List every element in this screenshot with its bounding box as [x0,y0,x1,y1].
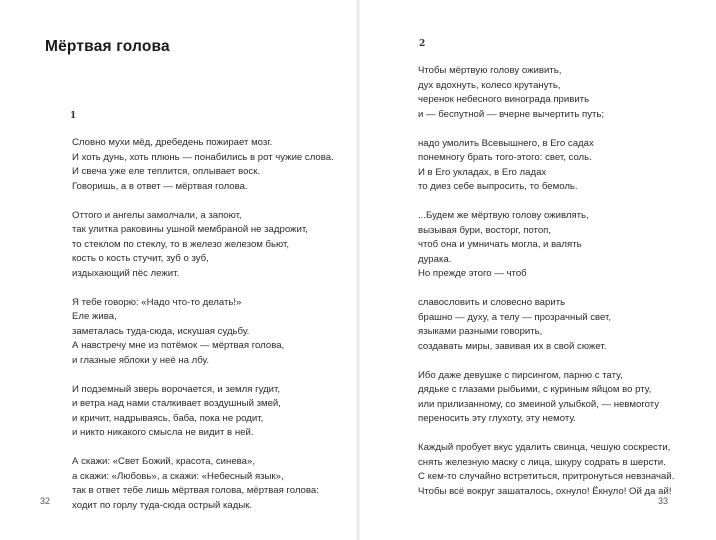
stanza [72,455,334,513]
section-number-1: 1 [70,111,77,121]
poem-line: а скажи: «Любовь», а скажи: «Небесный язык», [72,470,284,482]
poem-line: надо умолить Всевышнего, в Его садах [418,137,594,149]
poem-line: А навстречу мне из потёмок — мёртвая голова, [72,340,285,351]
poem-line: переносить эту глухоту, эту немоту. [418,413,576,424]
poem-line: ходит по горлу туда-сюда острый кадык. [72,499,253,511]
poem-line: Я тебе говорю: «Надо что-то делать!» [72,296,242,308]
poem-line: снять железную маску с лица, шкуру содрать в шерсти. [418,456,666,468]
poem-line: Каждый пробует вкус удалить свинца, чешую соскрести, [418,442,671,453]
poem-line: брашно — духу, а телу — прозрачный свет, [418,311,612,323]
poem-line: черенок небесного винограда привить [418,94,590,105]
stanza [72,209,334,282]
poem-line: чтоб она и умничать могла, и валять [418,239,582,250]
poem-line: Говоришь, а в ответ — мёртвая голова. [72,180,248,192]
poem-line: дядьке с глазами рыбьими, с куриным яйцом во рту, [418,384,652,395]
poem-line: Еле жива, [72,311,117,322]
poem-section-1 [72,136,334,528]
stanza [418,296,674,354]
stanza [72,296,334,369]
poem-line: так в ответ тебе лишь мёртвая голова, мёртвая голова: [72,485,319,496]
poem-line: то стеклом по стеклу, то в железо железом бьют, [72,238,290,250]
poem-line: и никто никакого смысла не видит в ней. [72,427,254,438]
poem-line: дух вдохнуть, колесо крутануть, [418,79,561,91]
poem-line: С кем-то случайно встретиться, притронуться невзначай. [418,471,675,482]
poem-line: И в Его укладах, в Его ладах [418,166,547,178]
poem-line: Чтобы мёртвую голову оживить, [418,65,562,76]
poem-line: издыхающий пёс лежит. [72,267,180,279]
poem-line: Ибо даже девушке с пирсингом, парню с тату, [418,369,623,381]
poem-line: И свеча уже еле теплится, оплывает воск. [72,166,261,177]
poem-line: то диез себе выпросить, то бемоль. [418,181,578,192]
poem-line: и — беспутной — вчерне вычертить путь; [418,108,605,120]
poem-line: понемногу брать того-этого: свет, соль. [418,152,592,163]
poem-line: так улитка раковины ушной мембраной не задрожит, [72,224,308,235]
poem-line: И подземный зверь ворочается, и земля гудит, [72,383,281,395]
poem-line: кость о кость стучит, зуб о зуб, [72,253,209,264]
page-number-right: 33 [658,496,669,506]
stanza [72,383,334,441]
poem-line: Чтобы всё вокруг зашаталось, охнуло! Ёкнуло! Ой да ай! [418,485,672,497]
poem-line: Словно мухи мёд, дребедень пожирает мозг. [72,137,273,148]
stanza [418,64,674,122]
poem-line: славословить и словесно варить [418,297,566,308]
poem-line: вызывая бури, восторг, потоп, [418,224,552,236]
poem-line: Оттого и ангелы замолчали, а запоют, [72,209,242,221]
poem-line: и кричит, надрываясь, баба, пока не родит, [72,412,264,424]
section-number-2: 2 [419,39,426,49]
stanza [418,209,674,282]
poem-line: И хоть дунь, хоть плюнь — понабились в рот чужие слова. [72,151,334,163]
poem-title: Мёртвая голова [45,38,170,55]
stanza [418,441,674,499]
poem-line: создавать миры, завивая их в свой сюжет. [418,340,607,352]
poem-line: А скажи: «Свет Божий, красота, синева», [72,456,255,467]
poem-line: дурака. [418,253,452,265]
poem-line: ...Будем же мёртвую голову оживлять, [418,210,589,221]
poem-line: и глазные яблоки у неё на лбу. [72,354,210,366]
poem-section-2 [418,64,674,514]
stanza [418,369,674,427]
stanza [72,136,334,194]
poem-line: или прилизанному, со змеиной улыбкой, — невмоготу [418,398,660,410]
right-page [358,0,716,540]
stanza [418,137,674,195]
page-number-left: 32 [40,496,51,506]
poem-line: языками разными говорить, [418,326,543,337]
poem-line: Но прежде этого — чтоб [418,268,527,279]
poem-line: заметалась туда-сюда, искушая судьбу. [72,325,250,337]
poem-line: и ветра над нами сталкивает воздушный змей, [72,398,281,409]
